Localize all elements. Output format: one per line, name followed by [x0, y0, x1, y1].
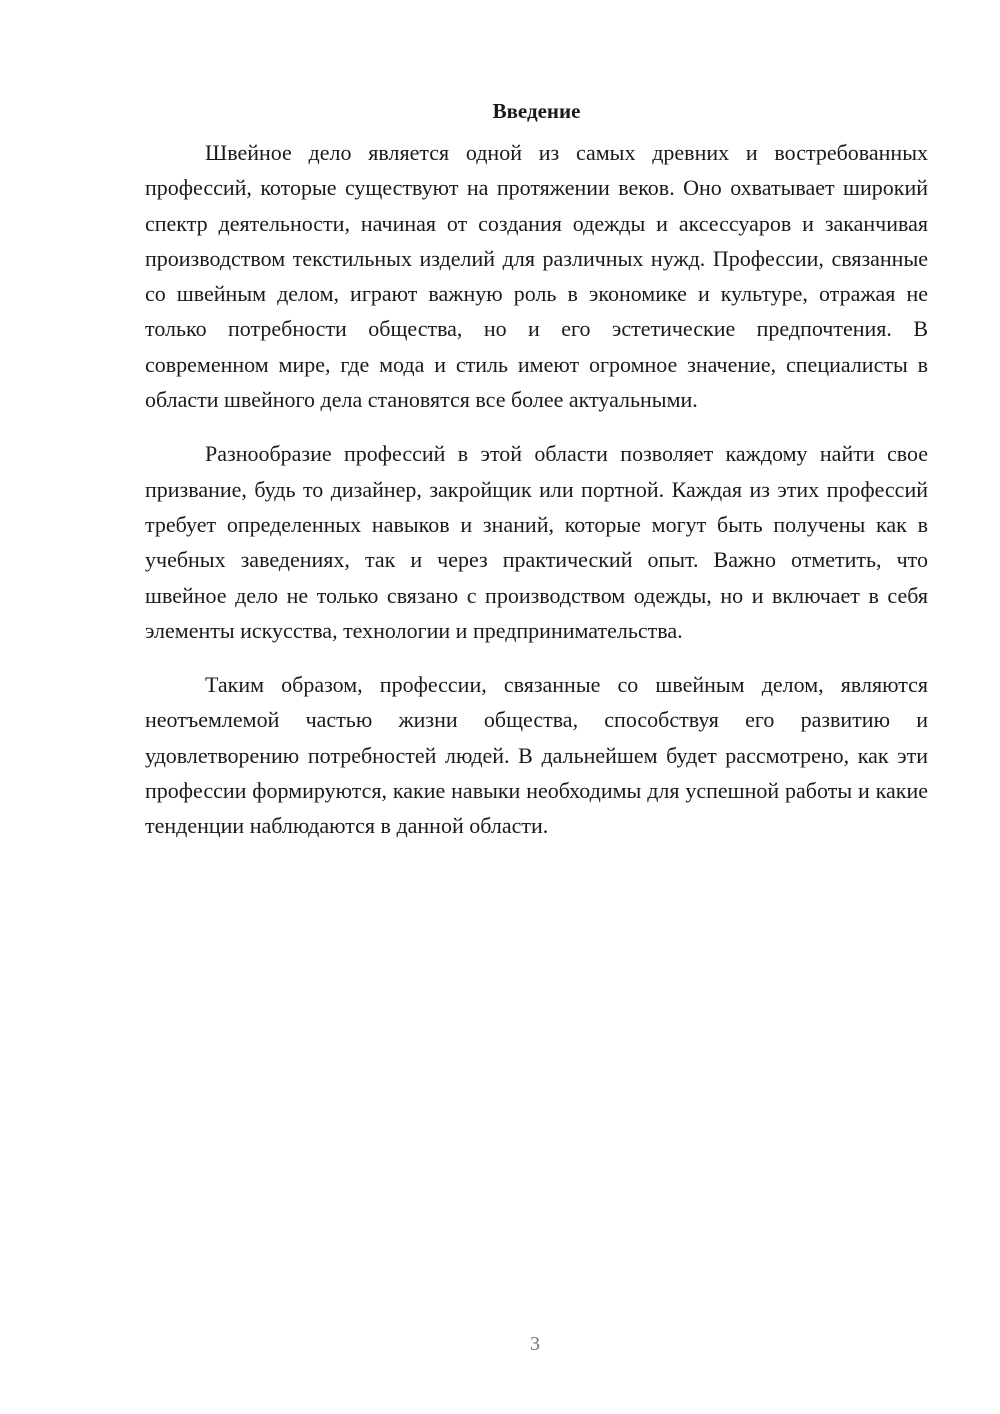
paragraph-3: Таким образом, профессии, связанные со швейным делом, являются неотъемлемой частью жизни общества, способствуя его развитию и удовлетворению потребностей людей. В дальнейшем будет рассмотрено, как эти профессии формируются, какие навыки необходимы для успешной работы и какие тенденции наблюдаются в данной области.: [145, 672, 928, 839]
paragraph-1: Швейное дело является одной из самых древних и востребованных профессий, которые существуют на протяжении веков. Оно охватывает широкий спектр деятельности, начиная от создания одежды и аксессуаров и заканчивая производством текстильных изделий для различных нужд. Профессии, связанные со швейным делом, играют важную роль в экономике и культуре, отражая не только потребности общества, но и его эстетические предпочтения. В современном мире, где мода и стиль имеют огромное значение, специалисты в области швейного дела становятся все более актуальными.: [145, 140, 928, 413]
section-title: Введение: [492, 99, 581, 123]
page-number: 3: [530, 1333, 540, 1355]
page-content: [145, 94, 928, 863]
paragraph-2: Разнообразие профессий в этой области позволяет каждому найти свое призвание, будь то дизайнер, закройщик или портной. Каждая из этих профессий требует определенных навыков и знаний, которые могут быть получены как в учебных заведениях, так и через практический опыт. Важно отметить, что швейное дело не только связано с производством одежды, но и включает в себя элементы искусства, технологии и предпринимательства.: [145, 441, 928, 643]
